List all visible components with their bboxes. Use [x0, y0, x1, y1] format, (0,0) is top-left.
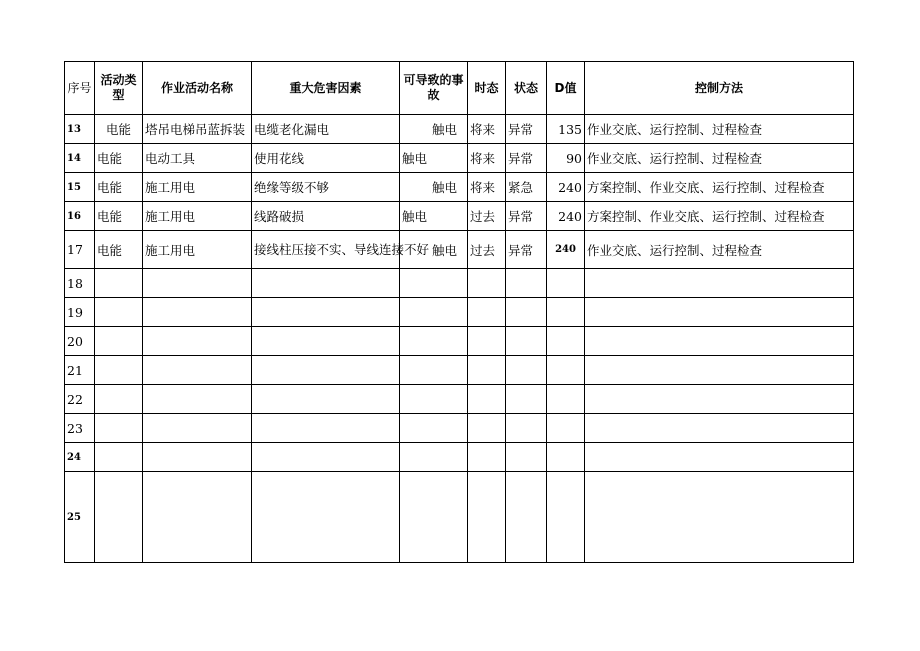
- cell-seq: 17: [65, 231, 95, 269]
- cell-type: 电能: [95, 231, 143, 269]
- cell-type: 电能: [95, 202, 143, 231]
- cell-d-value: 240: [547, 173, 585, 202]
- cell-hazard: 电缆老化漏电: [252, 115, 400, 144]
- table-row: [65, 414, 854, 443]
- cell-seq: 25: [65, 472, 95, 563]
- header-seq: 序号: [65, 62, 95, 115]
- table-row: [65, 298, 854, 327]
- table-row: [65, 385, 854, 414]
- cell-tense: 将来: [468, 173, 506, 202]
- cell-state: 异常: [506, 144, 547, 173]
- cell-control: 方案控制、作业交底、运行控制、过程检查: [585, 202, 854, 231]
- cell-seq: 21: [65, 356, 95, 385]
- header-control: 控制方法: [585, 62, 854, 115]
- cell-d-value: 240: [547, 231, 585, 269]
- cell-hazard: 使用花线: [252, 144, 400, 173]
- cell-seq: 24: [65, 443, 95, 472]
- table-row: [65, 115, 854, 144]
- cell-seq: 18: [65, 269, 95, 298]
- cell-type: 电能: [95, 173, 143, 202]
- cell-name: 施工用电: [143, 231, 252, 269]
- header-hazard: 重大危害因素: [252, 62, 400, 115]
- cell-d-value: 135: [547, 115, 585, 144]
- cell-tense: 过去: [468, 231, 506, 269]
- hazard-table: [64, 61, 854, 563]
- cell-seq: 14: [65, 144, 95, 173]
- table-row: [65, 443, 854, 472]
- cell-accident: 触电: [400, 144, 468, 173]
- cell-state: 异常: [506, 115, 547, 144]
- cell-accident: 触电: [400, 202, 468, 231]
- table-row: [65, 202, 854, 231]
- header-activity-name: 作业活动名称: [143, 62, 252, 115]
- cell-hazard: 绝缘等级不够: [252, 173, 400, 202]
- cell-name: 施工用电: [143, 173, 252, 202]
- header-state: 状态: [506, 62, 547, 115]
- cell-control: 方案控制、作业交底、运行控制、过程检查: [585, 173, 854, 202]
- cell-tense: 将来: [468, 144, 506, 173]
- cell-seq: 13: [65, 115, 95, 144]
- cell-control: 作业交底、运行控制、过程检查: [585, 231, 854, 269]
- cell-seq: 16: [65, 202, 95, 231]
- header-activity-type: 活动类型: [95, 62, 143, 115]
- header-accident: 可导致的事故: [400, 62, 468, 115]
- table-row: [65, 356, 854, 385]
- cell-d-value: 90: [547, 144, 585, 173]
- cell-hazard: 接线柱压接不实、导线连接不好: [252, 231, 400, 269]
- cell-type: 电能: [95, 115, 143, 144]
- cell-seq: 19: [65, 298, 95, 327]
- table-row: [65, 327, 854, 356]
- cell-state: 紧急: [506, 173, 547, 202]
- cell-seq: 23: [65, 414, 95, 443]
- cell-control: 作业交底、运行控制、过程检查: [585, 115, 854, 144]
- table-row: [65, 144, 854, 173]
- cell-seq: 22: [65, 385, 95, 414]
- table-row: [65, 472, 854, 563]
- cell-name: 塔吊电梯吊蓝拆装: [143, 115, 252, 144]
- cell-state: 异常: [506, 231, 547, 269]
- cell-name: 电动工具: [143, 144, 252, 173]
- cell-seq: 20: [65, 327, 95, 356]
- cell-seq: 15: [65, 173, 95, 202]
- cell-control: 作业交底、运行控制、过程检查: [585, 144, 854, 173]
- cell-d-value: 240: [547, 202, 585, 231]
- cell-accident: 触电: [400, 231, 468, 269]
- cell-tense: 过去: [468, 202, 506, 231]
- cell-accident: 触电: [400, 173, 468, 202]
- header-tense: 时态: [468, 62, 506, 115]
- cell-hazard: 线路破损: [252, 202, 400, 231]
- cell-accident: 触电: [400, 115, 468, 144]
- cell-type: 电能: [95, 144, 143, 173]
- header-row: [65, 62, 854, 115]
- table-row: [65, 173, 854, 202]
- table-row: [65, 269, 854, 298]
- table-row: [65, 231, 854, 269]
- cell-state: 异常: [506, 202, 547, 231]
- cell-name: 施工用电: [143, 202, 252, 231]
- header-d-value: D值: [547, 62, 585, 115]
- cell-tense: 将来: [468, 115, 506, 144]
